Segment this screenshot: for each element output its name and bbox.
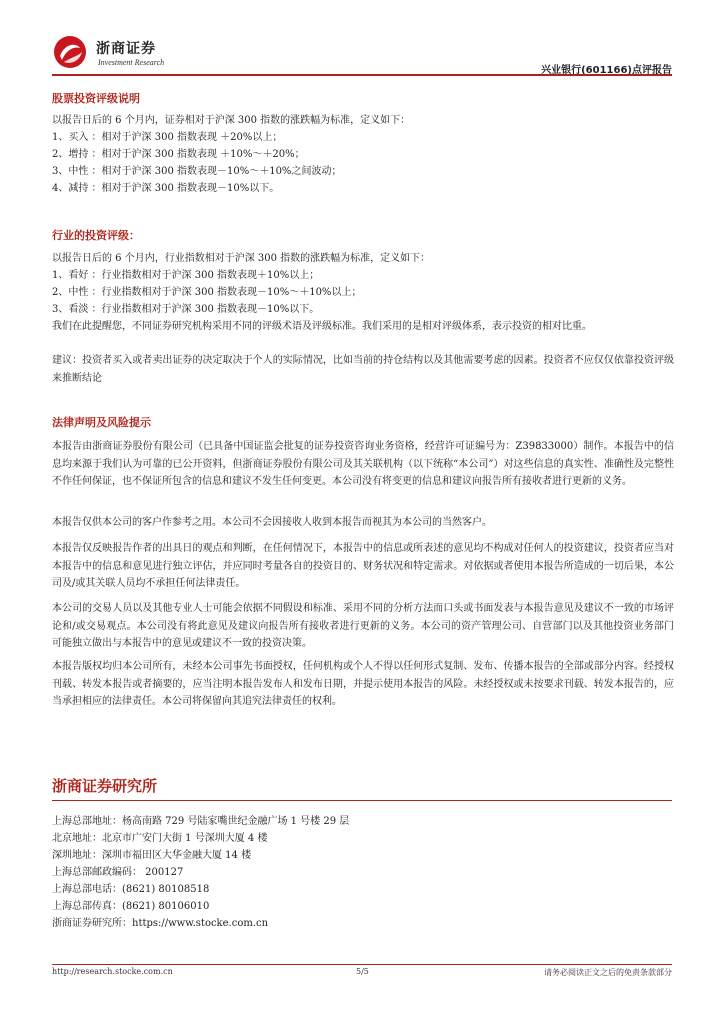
footer-disclaimer-notice: 请务必阅读正文之后的免责条款部分 <box>544 968 672 977</box>
stock-rating-item: 1、买入 ：相对于沪深 300 指数表现 ＋20%以上； <box>52 132 283 143</box>
stock-rating-item: 3、中性 ：相对于沪深 300 指数表现－10%～＋10%之间波动； <box>52 166 342 177</box>
research-institute-name: 浙商证券研究所 <box>52 777 158 795</box>
industry-rating-item: 1、看好 ：行业指数相对于沪深 300 指数表现＋10%以上； <box>52 270 320 281</box>
industry-rating-item: 3、看淡 ：行业指数相对于沪深 300 指数表现－10%以下。 <box>52 304 320 315</box>
stock-rating-intro: 以报告日后的 6 个月内，证券相对于沪深 300 指数的涨跌幅为标准，定义如下： <box>52 115 411 126</box>
legal-title: 法律声明及风险提示 <box>52 416 151 429</box>
page-number: 5/5 <box>356 967 369 976</box>
investment-advice-note: 建议：投资者买入或者卖出证券的决定取决于个人的实际情况，比如当前的持仓结构以及其他需要考虑的因素。投资者不应仅仅依靠投资评级来推断结论 <box>52 355 674 384</box>
company-logo <box>52 34 172 74</box>
logo-en-text: Investment Research <box>98 58 165 67</box>
legal-paragraph: 本报告仅反映报告作者的出具日的观点和判断，在任何情况下，本报告中的信息或所表述的意见均不构成对任何人的投资建议，投资者应当对本报告中的信息和意见进行独立评估，并应同时考量各自的投资目的、财务状况和特定需求。对依据或者使用本报告所造成的一切后果，本公司及/或其关联人员均不承担任何法律责任。 <box>52 543 674 589</box>
industry-rating-note: 我们在此提醒您，不同证券研究机构采用不同的评级术语及评级标准。我们采用的是相对评级体系，表示投资的相对比重。 <box>52 321 592 332</box>
legal-paragraph: 本报告版权均归本公司所有，未经本公司事先书面授权，任何机构或个人不得以任何形式复制、发布、传播本报告的全部或部分内容。经授权刊载、转发本报告或者摘要的，应当注明本报告发布人和发布日期，并提示使用本报告的风险。未经授权或未按要求刊载、转发本报告的，应当承担相应的法律责任。本公司将保留向其追究法律责任的权利。 <box>52 661 674 707</box>
contact-line[interactable]: 浙商证券研究所：https://www.stocke.com.cn <box>52 918 269 929</box>
legal-paragraph: 本公司的交易人员以及其他专业人士可能会依据不同假设和标准、采用不同的分析方法而口头或书面发表与本报告意见及建议不一致的市场评论和/或交易观点。本公司没有将此意见及建议向报告所有接收者进行更新的义务。本公司的资产管理公司、自营部门以及其他投资业务部门可能独立做出与本报告中的意见或建议不一致的投资决策。 <box>52 603 674 649</box>
contact-line: 上海总部地址：杨高南路 729 号陆家嘴世纪金融广场 1 号楼 29 层 <box>52 816 350 827</box>
stock-rating-item: 4、减持 ：相对于沪深 300 指数表现－10%以下。 <box>52 183 280 194</box>
stock-rating-title: 股票投资评级说明 <box>52 92 140 105</box>
header-divider <box>52 74 672 76</box>
industry-rating-item: 2、中性 ：行业指数相对于沪深 300 指数表现－10%～＋10%以上； <box>52 287 362 298</box>
industry-rating-title: 行业的投资评级： <box>52 229 140 242</box>
contact-line: 上海总部邮政编码： 200127 <box>52 867 184 878</box>
contact-line: 上海总部电话：(8621) 80108518 <box>52 884 210 895</box>
logo-mark-icon <box>52 34 88 70</box>
contact-line: 北京地址：北京市广安门大街 1 号深圳大厦 4 楼 <box>52 833 268 844</box>
logo-cn-text: 浙商证券 <box>96 41 156 57</box>
footer-url-link[interactable]: http://research.stocke.com.cn <box>52 967 173 976</box>
legal-paragraph: 本报告由浙商证券股份有限公司（已具备中国证监会批复的证券投资咨询业务资格，经营许可证编号为：Z39833000）制作。本报告中的信息均来源于我们认为可靠的已公开资料，但浙商证券股份有限公司及其关联机构（以下统称“本公司”）对这些信息的真实性、准确性及完整性不作任何保证，也不保证所包含的信息和建议不发生任何变更。本公司没有将变更的信息和建议向报告所有接收者进行更新的义务。 <box>52 441 674 487</box>
contact-divider <box>52 800 672 801</box>
industry-rating-intro: 以报告日后的 6 个月内，行业指数相对于沪深 300 指数的涨跌幅为标准，定义如下： <box>52 253 431 264</box>
footer-divider <box>52 964 672 965</box>
legal-paragraph: 本报告仅供本公司的客户作参考之用。本公司不会因接收人收到本报告而视其为本公司的当然客户。 <box>52 517 492 528</box>
contact-line: 深圳地址：深圳市福田区大华金融大厦 14 楼 <box>52 850 252 861</box>
report-title: 兴业银行(601166)点评报告 <box>541 65 672 76</box>
contact-line: 上海总部传真：(8621) 80106010 <box>52 901 210 912</box>
stock-rating-item: 2、增持 ：相对于沪深 300 指数表现 ＋10%～＋20%； <box>52 149 305 160</box>
